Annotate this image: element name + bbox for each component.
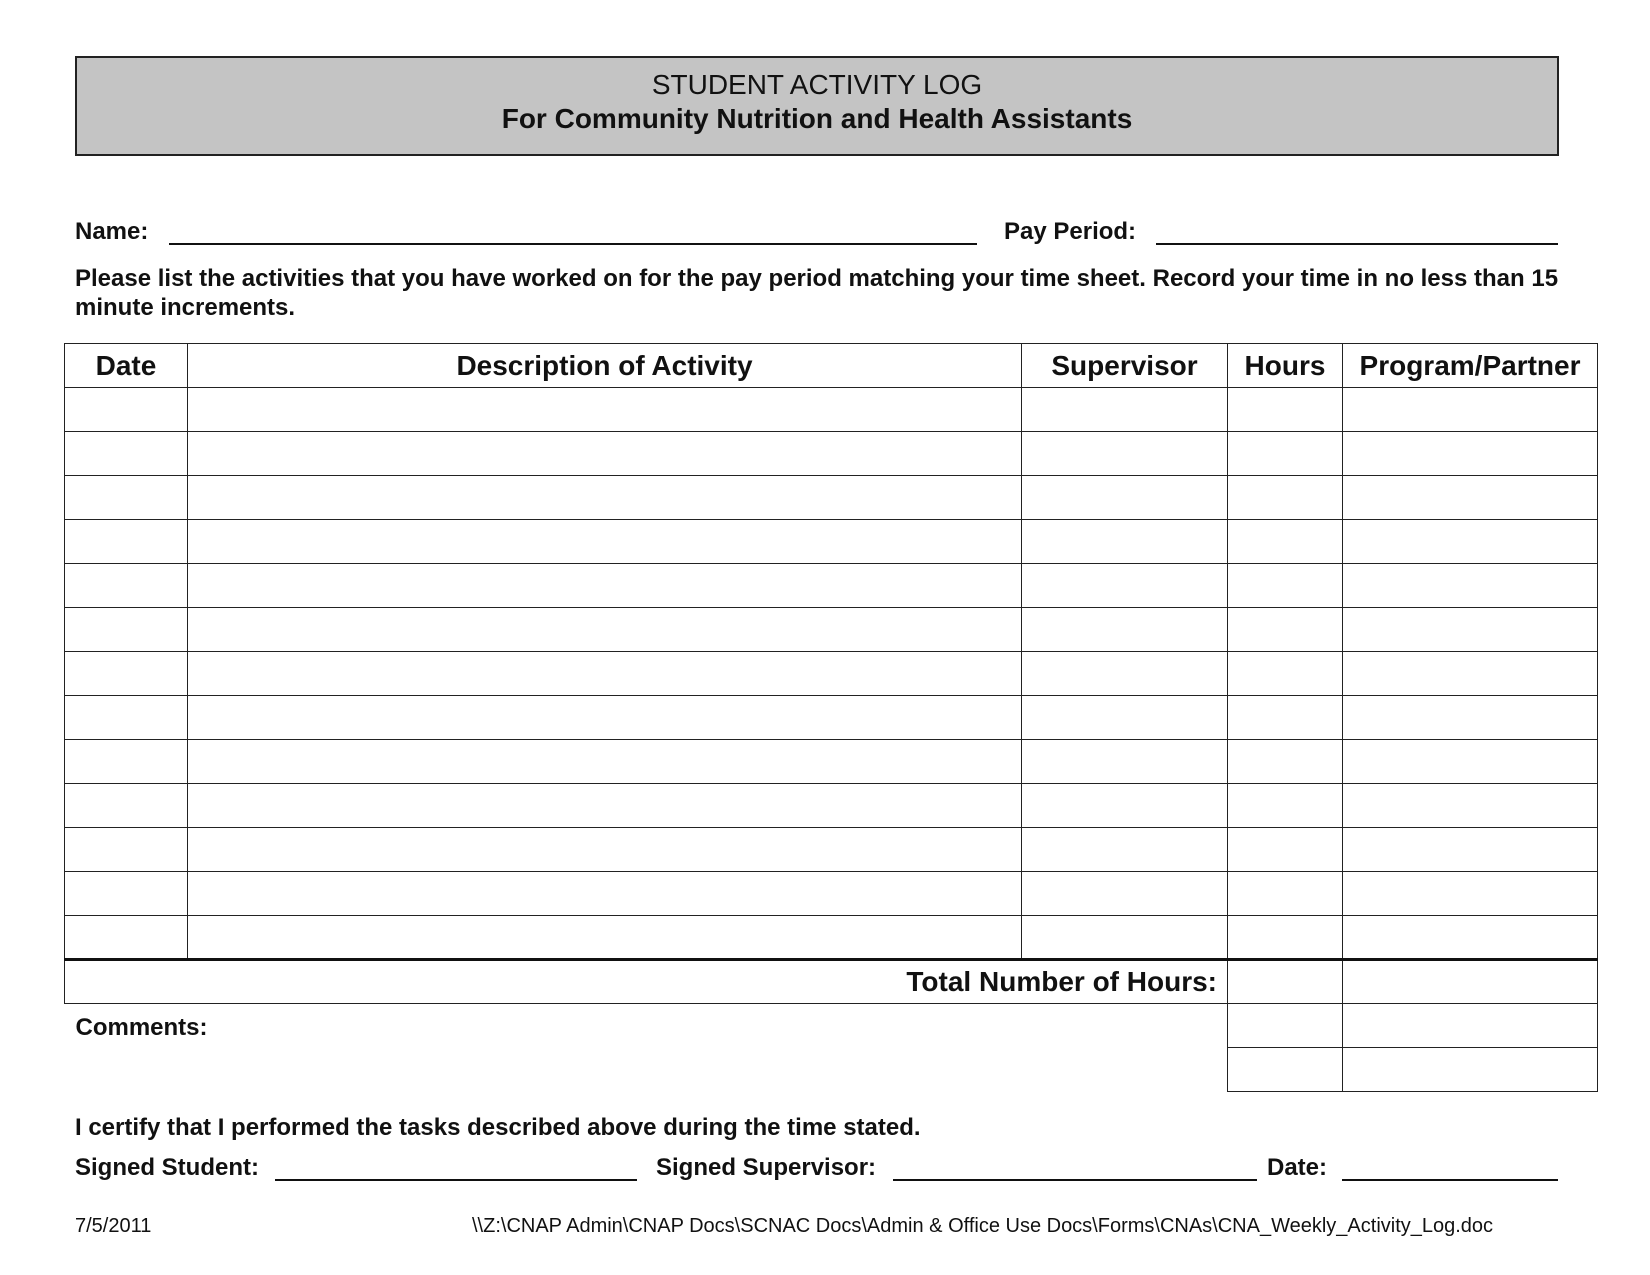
column-header: Hours bbox=[1228, 344, 1343, 388]
page-title: STUDENT ACTIVITY LOG bbox=[651, 69, 983, 100]
table-cell[interactable] bbox=[65, 740, 188, 784]
table-cell[interactable] bbox=[65, 916, 188, 960]
table-cell[interactable] bbox=[188, 916, 1022, 960]
table-cell[interactable] bbox=[1022, 652, 1228, 696]
column-header: Supervisor bbox=[1022, 344, 1228, 388]
table-cell[interactable] bbox=[1228, 388, 1343, 432]
table-cell[interactable] bbox=[1343, 696, 1598, 740]
table-cell[interactable] bbox=[65, 652, 188, 696]
table-cell[interactable] bbox=[1228, 564, 1343, 608]
signed-supervisor-label: Signed Supervisor: bbox=[656, 1154, 877, 1181]
table-cell[interactable] bbox=[188, 520, 1022, 564]
table-cell[interactable] bbox=[188, 784, 1022, 828]
table-cell[interactable] bbox=[1022, 828, 1228, 872]
table-row bbox=[65, 520, 1598, 564]
table-cell[interactable] bbox=[188, 476, 1022, 520]
table-row bbox=[65, 564, 1598, 608]
page-subtitle: For Community Nutrition and Health Assistants bbox=[501, 103, 1133, 134]
table-cell[interactable] bbox=[1022, 564, 1228, 608]
extra-cell[interactable] bbox=[1343, 1048, 1598, 1092]
table-cell[interactable] bbox=[1343, 432, 1598, 476]
table-cell[interactable] bbox=[65, 872, 188, 916]
table-cell[interactable] bbox=[188, 740, 1022, 784]
pay-period-label: Pay Period: bbox=[1004, 218, 1137, 245]
signed-student-label: Signed Student: bbox=[75, 1154, 259, 1181]
table-cell[interactable] bbox=[188, 388, 1022, 432]
date-field-line[interactable] bbox=[1342, 1179, 1558, 1181]
table-cell[interactable] bbox=[1343, 476, 1598, 520]
table-cell[interactable] bbox=[188, 432, 1022, 476]
signed-student-line[interactable] bbox=[275, 1179, 637, 1181]
table-cell[interactable] bbox=[188, 872, 1022, 916]
table-cell[interactable] bbox=[65, 696, 188, 740]
total-row bbox=[65, 960, 1598, 1004]
table-cell[interactable] bbox=[1022, 740, 1228, 784]
table-cell[interactable] bbox=[1343, 784, 1598, 828]
table-cell[interactable] bbox=[1022, 608, 1228, 652]
table-cell[interactable] bbox=[1343, 740, 1598, 784]
total-cell[interactable] bbox=[1343, 960, 1598, 1004]
footer-file-path: \\Z:\CNAP Admin\CNAP Docs\SCNAC Docs\Admin & Office Use Docs\Forms\CNAs\CNA_Weekly_Activity_Log.doc bbox=[472, 1215, 1494, 1237]
table-cell[interactable] bbox=[1228, 432, 1343, 476]
table-cell[interactable] bbox=[188, 608, 1022, 652]
table-cell[interactable] bbox=[65, 828, 188, 872]
table-cell[interactable] bbox=[1228, 476, 1343, 520]
table-cell[interactable] bbox=[1228, 784, 1343, 828]
total-cell[interactable] bbox=[1228, 960, 1343, 1004]
table-cell[interactable] bbox=[1228, 520, 1343, 564]
comments-area bbox=[65, 1004, 1228, 1048]
signed-supervisor-line[interactable] bbox=[893, 1179, 1257, 1181]
table-cell[interactable] bbox=[188, 652, 1022, 696]
instructions-text: Please list the activities that you have worked on for the pay period matching your time sheet. Record your time in no less than 15 minute increments. bbox=[75, 265, 1559, 321]
table-cell[interactable] bbox=[1343, 916, 1598, 960]
table-row bbox=[65, 608, 1598, 652]
certification-statement: I certify that I performed the tasks described above during the time stated. bbox=[75, 1114, 921, 1141]
table-cell[interactable] bbox=[1343, 828, 1598, 872]
table-cell[interactable] bbox=[65, 564, 188, 608]
table-cell[interactable] bbox=[188, 696, 1022, 740]
table-cell[interactable] bbox=[1343, 564, 1598, 608]
extra-cell[interactable] bbox=[1228, 1004, 1343, 1048]
table-row bbox=[65, 388, 1598, 432]
table-row bbox=[65, 476, 1598, 520]
extra-row bbox=[65, 1004, 1598, 1048]
table-cell[interactable] bbox=[1228, 740, 1343, 784]
table-cell[interactable] bbox=[1343, 872, 1598, 916]
extra-cell[interactable] bbox=[1228, 1048, 1343, 1092]
table-row bbox=[65, 916, 1598, 960]
table-row bbox=[65, 828, 1598, 872]
pay-period-field-line[interactable] bbox=[1156, 243, 1558, 245]
table-cell[interactable] bbox=[1228, 652, 1343, 696]
date-label: Date: bbox=[1267, 1154, 1328, 1181]
column-header: Date bbox=[65, 344, 188, 388]
table-cell[interactable] bbox=[1022, 520, 1228, 564]
column-header: Description of Activity bbox=[188, 344, 1022, 388]
table-cell[interactable] bbox=[1228, 696, 1343, 740]
table-cell[interactable] bbox=[1228, 828, 1343, 872]
table-row bbox=[65, 872, 1598, 916]
comments-label: Comments: bbox=[75, 1014, 208, 1041]
table-cell[interactable] bbox=[1022, 432, 1228, 476]
table-cell[interactable] bbox=[1022, 696, 1228, 740]
table-row bbox=[65, 696, 1598, 740]
table-cell[interactable] bbox=[1022, 916, 1228, 960]
activity-log-table bbox=[64, 343, 1598, 1092]
table-row bbox=[65, 784, 1598, 828]
table-cell[interactable] bbox=[1022, 476, 1228, 520]
table-cell[interactable] bbox=[65, 520, 188, 564]
name-field-line[interactable] bbox=[169, 243, 977, 245]
table-header-row bbox=[65, 344, 1598, 388]
table-cell[interactable] bbox=[65, 476, 188, 520]
table-cell[interactable] bbox=[1343, 388, 1598, 432]
table-cell[interactable] bbox=[1022, 784, 1228, 828]
table-cell[interactable] bbox=[1228, 916, 1343, 960]
table-cell[interactable] bbox=[1343, 652, 1598, 696]
name-label: Name: bbox=[75, 218, 149, 245]
extra-row bbox=[65, 1048, 1598, 1092]
table-cell[interactable] bbox=[1228, 872, 1343, 916]
table-cell[interactable] bbox=[65, 388, 188, 432]
table-row bbox=[65, 740, 1598, 784]
table-cell[interactable] bbox=[65, 432, 188, 476]
extra-cell[interactable] bbox=[1343, 1004, 1598, 1048]
table-row bbox=[65, 432, 1598, 476]
table-cell[interactable] bbox=[188, 828, 1022, 872]
comments-area-continued bbox=[65, 1048, 1228, 1092]
table-cell[interactable] bbox=[1022, 388, 1228, 432]
table-cell[interactable] bbox=[65, 608, 188, 652]
total-hours-label: Total Number of Hours: bbox=[65, 960, 1228, 1004]
footer-date: 7/5/2011 bbox=[75, 1215, 152, 1237]
column-header: Program/Partner bbox=[1343, 344, 1598, 388]
table-row bbox=[65, 652, 1598, 696]
table-cell[interactable] bbox=[1022, 872, 1228, 916]
table-cell[interactable] bbox=[1343, 520, 1598, 564]
title-box bbox=[75, 56, 1559, 156]
table-cell[interactable] bbox=[188, 564, 1022, 608]
table-cell[interactable] bbox=[1228, 608, 1343, 652]
table-cell[interactable] bbox=[65, 784, 188, 828]
table-body bbox=[65, 388, 1598, 1092]
table-cell[interactable] bbox=[1343, 608, 1598, 652]
